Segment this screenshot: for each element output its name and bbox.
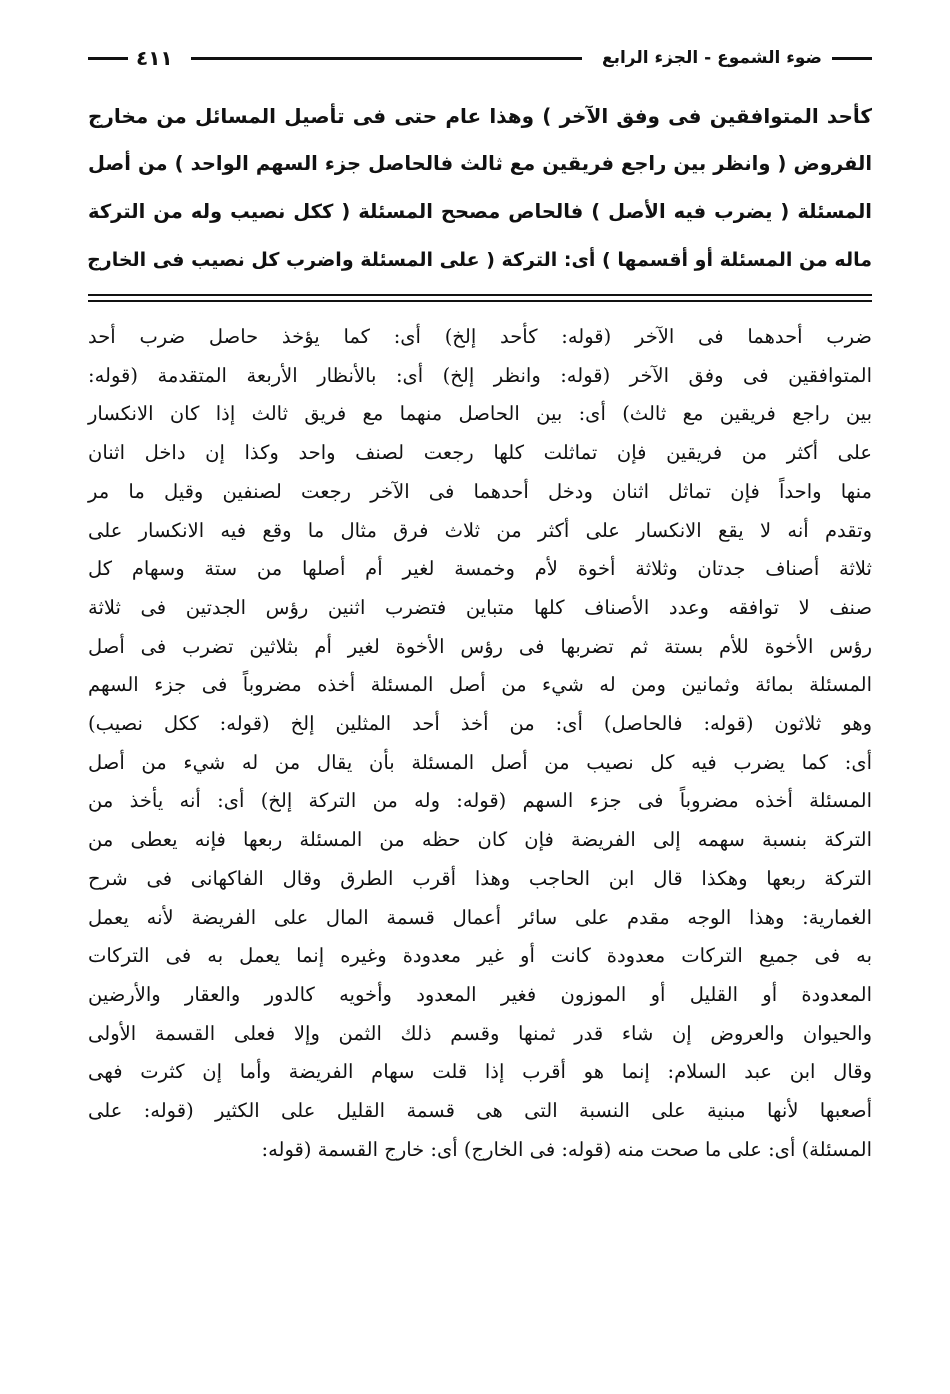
commentary-line: المسئلة بمائة وثمانين ومن له شيء من أصل المسئلة أخذه مضروباً فى جزء السهم [88, 673, 872, 697]
running-header [88, 40, 872, 76]
commentary-line: وتقدم أنه لا يقع الانكسار على أكثر من ثلاث فرق مثال ما وقع فيه الانكسار على [88, 518, 872, 542]
main-text-line: كأحد المتوافقين فى وفق الآخر ) وهذا عام حتى فى تأصيل المسائل من مخارج [88, 104, 872, 128]
commentary-line: المتوافقين فى وفق الآخر (قوله: وانظر إلخ) أى: بالأنظار الأربعة المتقدمة (قوله: [88, 363, 872, 387]
commentary-line: على أكثر من فريقين فإن تماثلت كلها رجعت لصنف واحد وكذا إن داخل اثنان [88, 441, 872, 465]
commentary-line: به فى جميع التركات معدودة كانت أو غير معدودة وغيره إنما يعمل به فى التركات [88, 944, 872, 968]
commentary-line: صنف لا توافقه وعدد الأصناف كلها متباين فتضرب اثنين رؤس الجدتين فى ثلاثة [88, 595, 872, 619]
commentary-line: أى: كما يضرب فيه كل نصيب من أصل المسئلة بأن يقال من له شيء من أصل [88, 750, 872, 774]
main-text-line: الفروض ( وانظر بين راجع فريقين مع ثالث فالحاصل جزء السهم الواحد ) من أصل [88, 152, 872, 175]
commentary-line: المعدودة أو القليل أو الموزون فغير المعدود وأخويه كالدور والعقار والأرضين [88, 982, 872, 1006]
commentary-line: أصعبها لأنها مبنية على النسبة التى هى قسمة القليل على الكثير (قوله: على [88, 1099, 872, 1123]
commentary-line: رؤس الأخوة للأم بستة ثم تضربها فى رؤس الأخوة لغير أم بثلاثين تضرب فى أصل [88, 634, 872, 658]
main-text [88, 92, 872, 284]
main-text-line: ماله من المسئلة أو أقسمها ) أى: التركة ( على المسئلة واضرب كل نصيب فى الخارج [87, 249, 872, 271]
commentary-line: ثلاثة أصناف جدتان وثلاثة أخوة لأم وخمسة لغير أم أصلها من ستة وسهام كل [88, 557, 872, 581]
book-title: ضوء الشموع - الجزء الرابع [601, 48, 822, 68]
header-dash [88, 57, 128, 60]
commentary-line: المسئلة) أى: على ما صحت منه (قوله: فى الخارج) أى: خارج القسمة (قوله: [261, 1137, 872, 1161]
commentary-line: المسئلة أخذه مضروباً فى جزء السهم (قوله: وله من التركة إلخ) أى: أنه يأخذ من [88, 789, 872, 813]
commentary-line: وهو ثلاثون (قوله: فالحاصل) أى: من أخذ أحد المثلين إلخ (قوله: ككل نصيب) [88, 712, 872, 736]
header-rule [191, 57, 582, 60]
commentary-line: منها واحداً فإن تماثل اثنان ودخل أحدهما فى الآخر رجعت لصنفين وقيل ما مر [88, 479, 872, 503]
page-number: ٤١١ [136, 46, 173, 70]
section-divider [88, 294, 872, 302]
commentary-line: والحيوان والعروض إن شاء قدر ثمنها وقسم ذلك الثمن وإلا فعلى القسمة الأولى [88, 1021, 872, 1045]
commentary-line: بين راجع فريقين مع ثالث) أى: بين الحاصل منهما مع فريق ثالث إذا كان الانكسار [88, 402, 872, 426]
commentary-line: ضرب أحدهما فى الآخر (قوله: كأحد إلخ) أى: كما يؤخذ حاصل ضرب أحد [88, 325, 872, 348]
commentary-line: وقال ابن عبد السلام: إنما هو أقرب إذا قلت سهام الفريضة وأما إن كثرت فهى [88, 1060, 872, 1084]
commentary-line: التركة بنسبة سهمه إلى الفريضة فإن كان حظه من المسئلة ربعها فإنه يعطى من [88, 828, 872, 852]
commentary-text [88, 318, 872, 1169]
main-text-line: المسئلة ( يضرب فيه الأصل ) فالحاص مصحح المسئلة ( ككل نصيب وله من التركة [88, 200, 872, 223]
commentary-line: الغمارية: وهذا الوجه مقدم على سائر أعمال قسمة المال على الفريضة لأنه يعمل [88, 905, 872, 929]
commentary-line: التركة ربعها وهكذا قال ابن الحاجب وهذا أقرب الطرق وقال الفاكهانى فى شرح [88, 866, 872, 890]
header-dash [832, 57, 872, 60]
